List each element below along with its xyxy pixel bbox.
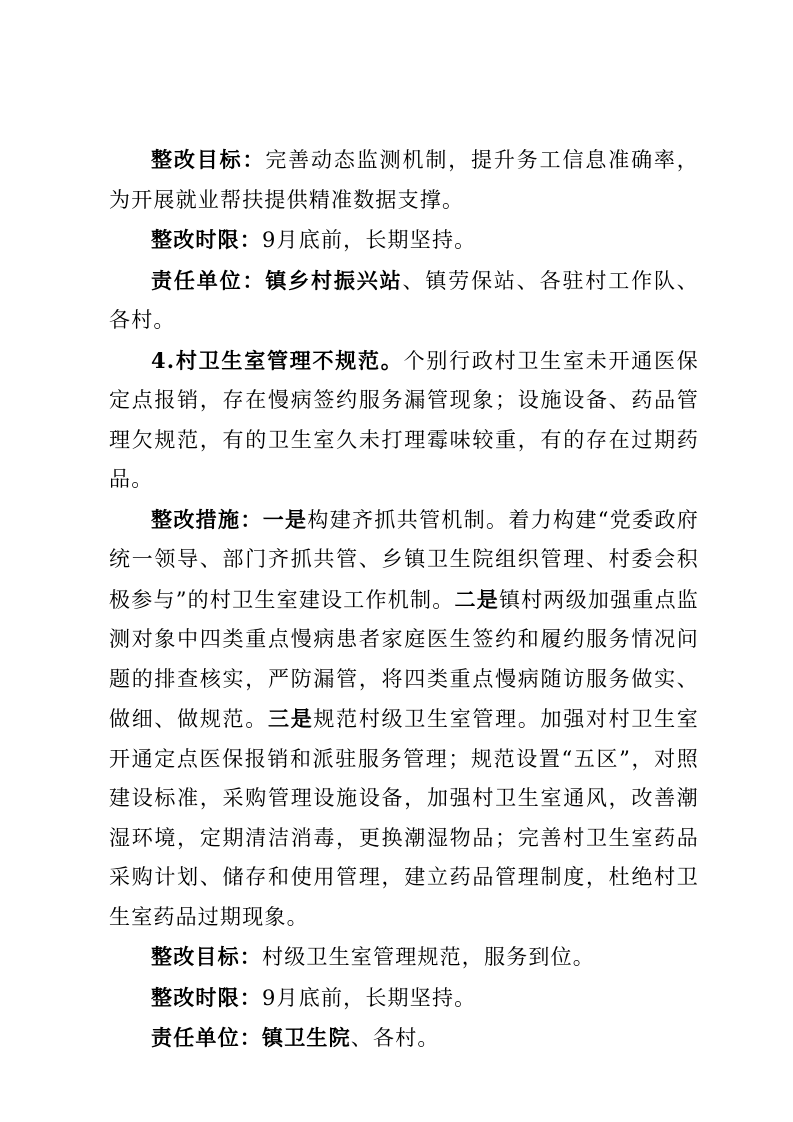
measure-3-text: 规范村级卫生室管理。加强对村卫生室开通定点医保报销和派驻服务管理；规范设置“五区”，对照建设标准，采购管理设施设备，加强村卫生室通风，改善潮湿环境，定期清洁消毒，更换潮湿物品；完善村卫生室药品采购计划、储存和使用管理，建立药品管理制度，杜绝村卫生室药品过期现象。 xyxy=(109,707,700,929)
paragraph-target-1 xyxy=(109,140,699,220)
other-units: 、镇劳保站、各驻村工作队、各村。 xyxy=(109,268,700,332)
measure-2-marker: 二是 xyxy=(454,586,499,612)
lead-unit: 镇乡村振兴站 xyxy=(265,267,403,293)
paragraph-measures xyxy=(109,500,699,938)
measure-1-text: 构建齐抓共管机制。着力构建“党委政府统一领导、部门齐抓共管、乡镇卫生院组织管理、村委会积极参与”的村卫生室建设工作机制。 xyxy=(109,507,699,612)
text-target: 完善动态监测机制，提升务工信息准确率，为开展就业帮扶提供精准数据支撑。 xyxy=(109,148,699,212)
text-deadline: 9月底前，长期坚持。 xyxy=(262,985,477,1010)
label-deadline: 整改时限： xyxy=(151,984,262,1010)
paragraph-responsible-1 xyxy=(109,261,699,341)
measure-3-marker: 三是 xyxy=(267,706,314,731)
measure-2-text: 镇村两级加强重点监测对象中四类重点慢病患者家庭医生签约和履约服务情况问题的排查核实，严防漏管，将四类重点慢病随访服务做实、做细、做规范。 xyxy=(109,587,699,731)
paragraph-deadline-2 xyxy=(109,978,699,1019)
label-target: 整改目标： xyxy=(151,147,266,172)
text-target: 村级卫生室管理规范，服务到位。 xyxy=(262,945,595,969)
issue-description: 个别行政村卫生室未开通医保定点报销，存在慢病签约服务漏管现象；设施设备、药品管理欠规范，有的卫生室久未打理霉味较重，有的存在过期药品。 xyxy=(109,348,699,491)
label-responsible: 责任单位： xyxy=(151,267,266,293)
label-responsible: 责任单位： xyxy=(151,1025,262,1050)
other-units: 、各村。 xyxy=(350,1026,440,1050)
label-deadline: 整改时限： xyxy=(151,227,262,252)
measure-1-marker: 一是 xyxy=(262,506,308,532)
label-target: 整改目标： xyxy=(151,944,262,969)
document-page xyxy=(109,140,699,1059)
label-measures: 整改措施： xyxy=(151,506,263,532)
text-deadline: 9月底前，长期坚持。 xyxy=(262,228,477,252)
lead-unit: 镇卫生院 xyxy=(262,1025,351,1050)
paragraph-target-2 xyxy=(109,937,699,978)
paragraph-issue-4 xyxy=(109,341,699,500)
paragraph-responsible-2 xyxy=(109,1018,699,1059)
issue-heading: 4.村卫生室管理不规范。 xyxy=(151,347,404,373)
paragraph-deadline-1 xyxy=(109,220,699,261)
